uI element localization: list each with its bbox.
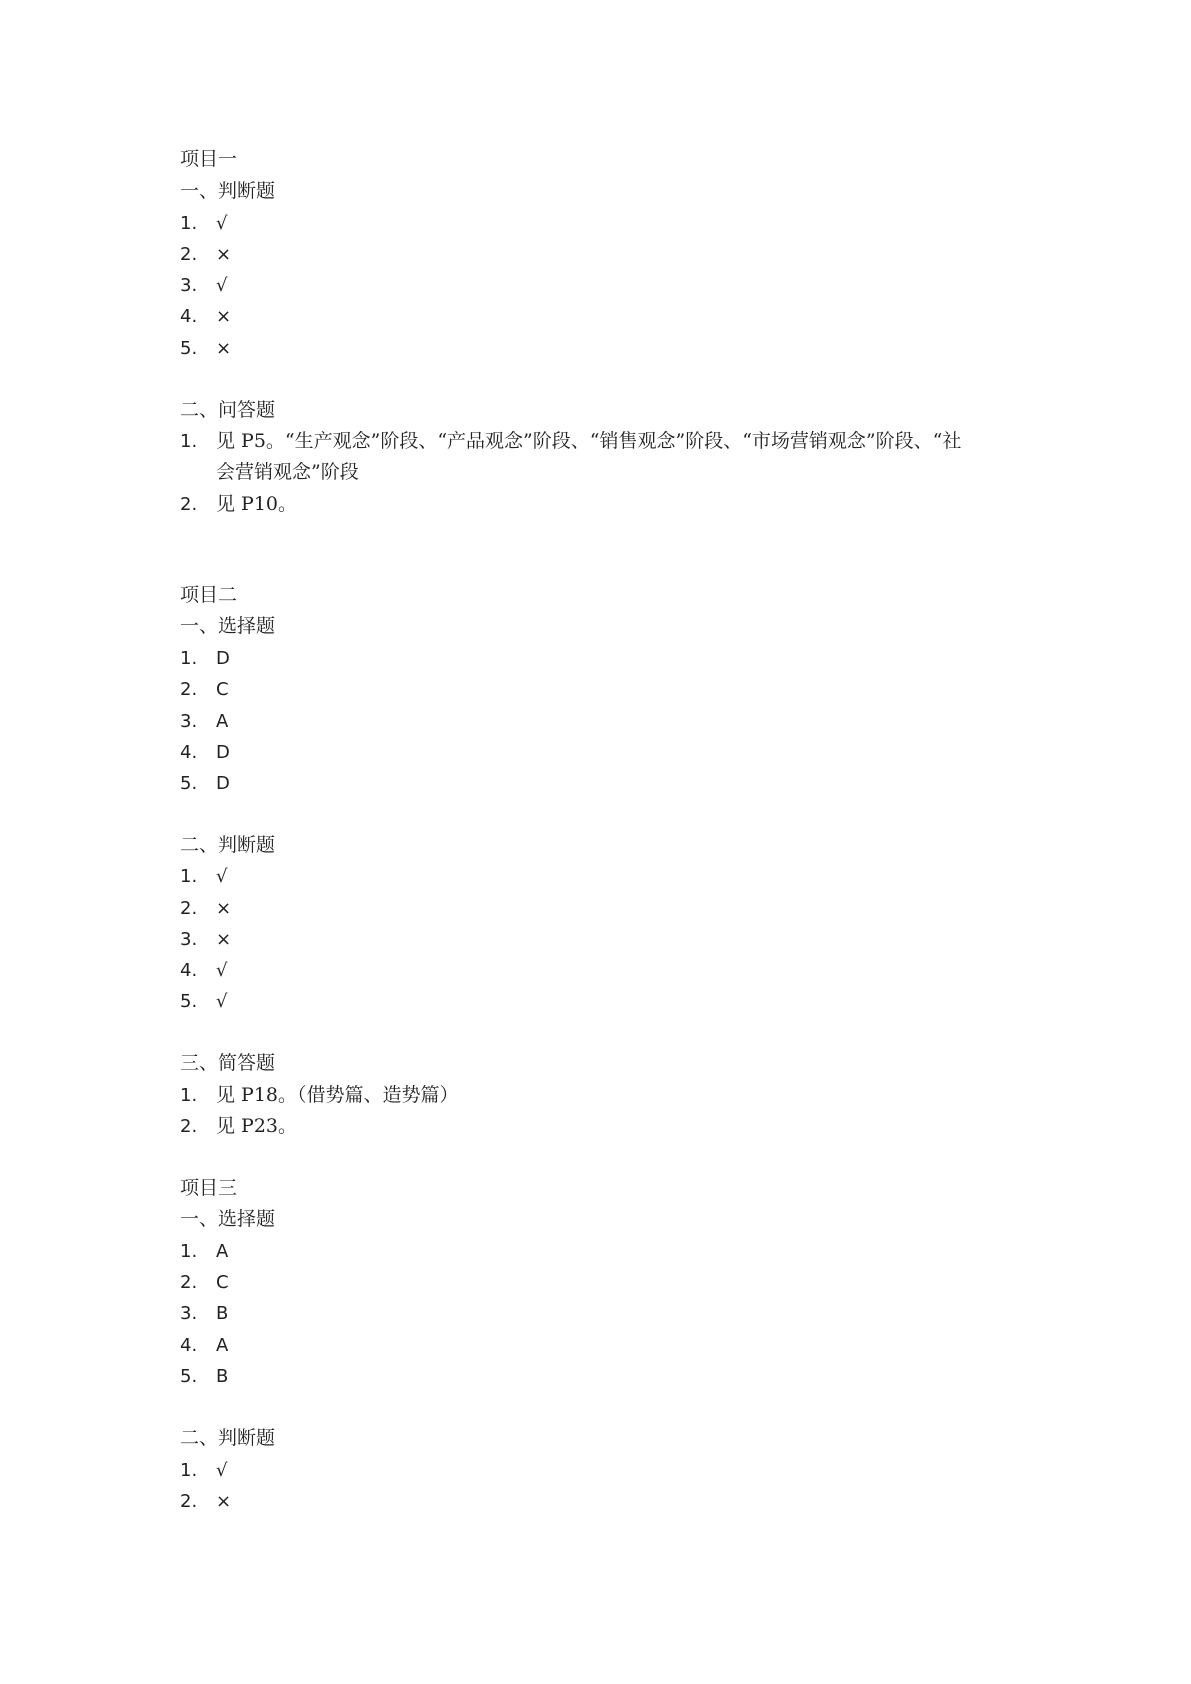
item-number: 4. xyxy=(180,1335,198,1356)
item-answer: √ xyxy=(216,275,228,296)
item-answer: × xyxy=(216,898,232,919)
list-item xyxy=(180,896,231,921)
item-number: 3. xyxy=(180,1303,198,1324)
item-answer: D xyxy=(216,773,230,794)
item-number: 1. xyxy=(180,1241,198,1262)
project-1-title: 项目一 xyxy=(180,148,238,170)
item-answer: √ xyxy=(216,960,228,981)
item-answer: C xyxy=(216,679,229,700)
section-heading: 二、问答题 xyxy=(180,399,276,421)
item-number: 5. xyxy=(180,773,198,794)
item-number: 3. xyxy=(180,275,198,296)
list-item xyxy=(180,1458,227,1483)
list-item xyxy=(180,304,231,329)
item-number: 5. xyxy=(180,1366,198,1387)
item-number: 1. xyxy=(180,648,198,669)
item-answer: B xyxy=(216,1366,229,1387)
item-number: 2. xyxy=(180,1272,198,1293)
item-answer: A xyxy=(216,1335,229,1356)
item-answer: A xyxy=(216,711,229,732)
list-item xyxy=(180,429,961,454)
item-number: 5. xyxy=(180,991,198,1012)
project-3-title: 项目三 xyxy=(180,1177,238,1199)
section-heading: 一、判断题 xyxy=(180,180,276,202)
project-2-title: 项目二 xyxy=(180,584,238,606)
item-answer: × xyxy=(216,306,232,327)
list-item xyxy=(180,1083,459,1108)
item-answer: A xyxy=(216,1241,229,1262)
list-item xyxy=(180,1239,228,1264)
list-item xyxy=(180,211,227,236)
item-answer: D xyxy=(216,742,230,763)
list-item xyxy=(180,1364,228,1389)
list-item xyxy=(180,677,229,702)
item-number: 1. xyxy=(180,1460,198,1481)
item-answer: √ xyxy=(216,866,228,887)
item-answer: 见 P5。“生产观念”阶段、“产品观念”阶段、“销售观念”阶段、“市场营销观念”阶段、“社 xyxy=(216,430,962,452)
item-number: 4. xyxy=(180,742,198,763)
item-answer: 见 P10。 xyxy=(216,493,298,515)
item-answer: × xyxy=(216,244,232,265)
list-item xyxy=(180,927,231,952)
item-answer: × xyxy=(216,1491,232,1512)
section-heading: 一、选择题 xyxy=(180,615,276,637)
list-item xyxy=(180,989,227,1014)
item-number: 1. xyxy=(180,866,198,887)
item-number: 3. xyxy=(180,929,198,950)
item-number: 3. xyxy=(180,711,198,732)
list-item xyxy=(180,336,231,361)
item-answer: C xyxy=(216,1272,229,1293)
section-heading: 二、判断题 xyxy=(180,834,276,856)
list-item xyxy=(180,771,230,796)
item-number: 2. xyxy=(180,898,198,919)
item-answer: D xyxy=(216,648,230,669)
item-answer: √ xyxy=(216,213,228,234)
item-answer-continuation: 会营销观念”阶段 xyxy=(216,461,359,483)
item-answer: B xyxy=(216,1303,229,1324)
item-number: 1. xyxy=(180,213,198,234)
list-item xyxy=(180,242,231,267)
section-heading: 一、选择题 xyxy=(180,1208,276,1230)
section-heading: 二、判断题 xyxy=(180,1427,276,1449)
item-number: 5. xyxy=(180,338,198,359)
item-number: 1. xyxy=(180,431,198,452)
item-number: 2. xyxy=(180,679,198,700)
list-item xyxy=(180,1301,228,1326)
item-number: 2. xyxy=(180,244,198,265)
item-answer: √ xyxy=(216,991,228,1012)
list-item xyxy=(180,958,227,983)
list-item xyxy=(180,864,227,889)
item-answer: × xyxy=(216,338,232,359)
item-answer: √ xyxy=(216,1460,228,1481)
list-item xyxy=(180,740,230,765)
item-number: 2. xyxy=(180,494,198,515)
item-answer: 见 P18。（借势篇、造势篇） xyxy=(216,1084,459,1106)
list-item xyxy=(180,646,230,671)
item-answer: 见 P23。 xyxy=(216,1115,298,1137)
list-item xyxy=(180,492,297,517)
list-item xyxy=(180,1114,297,1139)
item-number: 4. xyxy=(180,306,198,327)
item-number: 2. xyxy=(180,1116,198,1137)
item-number: 1. xyxy=(180,1085,198,1106)
list-item xyxy=(180,1489,231,1514)
list-item xyxy=(180,709,228,734)
item-answer: × xyxy=(216,929,232,950)
item-number: 2. xyxy=(180,1491,198,1512)
item-number: 4. xyxy=(180,960,198,981)
list-item xyxy=(180,1333,228,1358)
section-heading: 三、简答题 xyxy=(180,1052,276,1074)
list-item xyxy=(180,1270,229,1295)
list-item xyxy=(180,273,227,298)
